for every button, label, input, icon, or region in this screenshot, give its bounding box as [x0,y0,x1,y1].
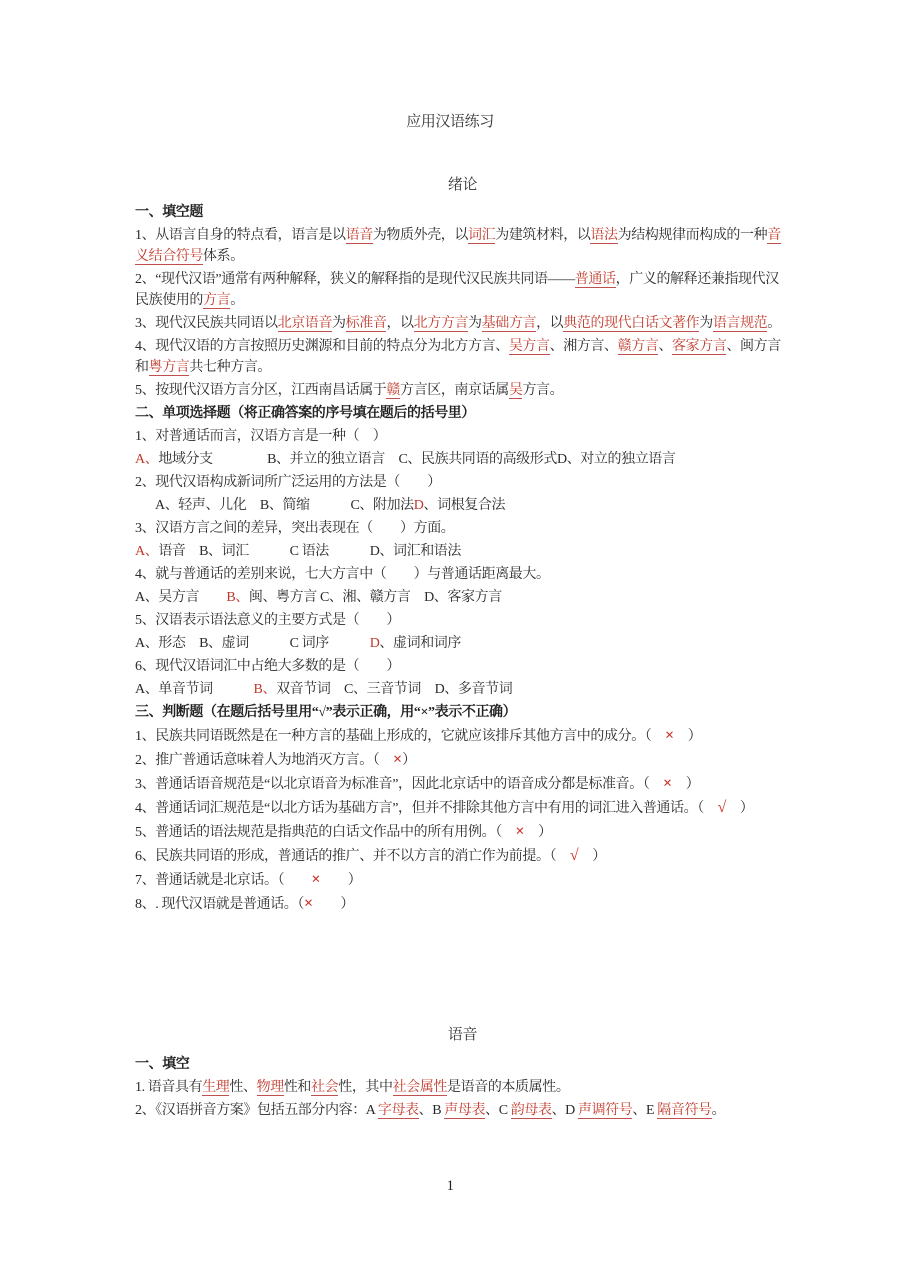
question-line [135,336,790,378]
option-line [135,495,790,516]
answer-blank: 典范的现代白话文著作 [563,316,700,331]
text-segment: 性和 [283,1080,312,1095]
answer-blank: 赣方言 [617,339,659,354]
text-segment: 地域分支 B、并立的独立语言 C、民族共同语的高级形式D、对立的独立语言 [158,452,676,467]
option-line [135,679,790,700]
question-line [135,426,790,447]
document-title: 应用汉语练习 [406,114,494,130]
text-segment: 、 [658,339,673,354]
judgment-mark: × [311,871,321,888]
question-line [135,821,790,843]
question-line [135,380,790,401]
document-body [135,173,790,1121]
question-line [135,845,790,867]
text-segment: 1、民族共同语既然是在一种方言的基础上形成的，它就应该排斥其他方言中的成分。（ [135,729,665,744]
text-segment: 7、普通话就是北京话。（ [135,873,312,888]
text-segment: 性，其中 [338,1080,393,1095]
answer-blank: 声母表 [444,1103,486,1118]
text-segment: ） [313,897,354,912]
text-segment: ） [578,849,606,864]
text-segment: 4、普通话词汇规范是“以北方话为基础方言”，但并不排除其他方言中有用的词汇进入普通话。（ [135,801,718,816]
text-segment: 3、汉语方言之间的差异，突出表现在（ ）方面。 [135,521,455,536]
section-heading-introduction: 绪论 [447,177,478,193]
text-segment: 、词根复合法 [423,498,506,513]
text-segment: 是语音的本质属性。 [447,1080,570,1095]
text-segment: 。 [711,1103,726,1118]
section-phonetics [135,1023,790,1121]
answer-blank: 普通话 [574,272,616,287]
answer-blank: 音义结合符号 [135,228,781,264]
text-segment: 3、普通话语音规范是“以北京语音为标准音”，因此北京话中的语音成分都是标准音。（ [135,777,664,792]
text-segment: ） [402,753,416,768]
text-segment: 8、. 现代汉语就是普通话。（ [135,897,304,912]
text-segment: 6、民族共同语的形成，普通话的推广、并不以方言的消亡作为前提。（ [135,849,570,864]
text-segment: 1. 语音具有 [135,1080,203,1095]
judgment-mark: × [665,727,675,744]
text-segment: 2、《汉语拼音方案》包括五部分内容：A [135,1103,378,1118]
text-segment: 4、就与普通话的差别来说，七大方言中（ ）与普通话距离最大。 [135,567,550,582]
answer-blank: 赣 [386,383,401,398]
answer-blank: 生理 [202,1080,230,1095]
answer-blank: 北方方言 [413,316,469,331]
question-line [135,797,790,819]
text-segment: 1、对普通话而言，汉语方言是一种（ ） [135,429,387,444]
judgment-mark: √ [717,799,727,816]
text-segment: ，以 [536,316,564,331]
section-subheading [135,1054,790,1075]
judgment-mark: √ [569,847,579,864]
text-segment: 为物质外壳，以 [372,228,469,243]
text-segment: 语音 B、词汇 C 语法 D、词汇和语法 [158,544,461,559]
answer-blank: 物理 [256,1080,284,1095]
section-heading-phonetics: 语音 [447,1027,478,1043]
answer-blank: 声调符号 [577,1103,633,1118]
text-segment: ） [320,873,362,888]
answer-letter: A、 [135,452,159,467]
text-segment: 、C [485,1103,511,1118]
question-line [135,656,790,677]
option-line [135,449,790,470]
judgment-mark: × [304,895,314,912]
text-segment: ） [524,825,552,840]
text-segment: 闽、粤方言 C、湘、赣方言 D、客家方言 [248,590,502,605]
answer-blank: 隔音符号 [657,1103,712,1118]
judgment-mark: × [663,775,673,792]
question-line [135,564,790,585]
section-subheading [135,403,790,424]
text-segment: 1、从语言自身的特点看，语言是以 [135,228,346,243]
answer-blank: 吴 [508,383,523,398]
text-segment: 为 [332,316,346,331]
answer-blank: 语言规范 [712,316,768,331]
page-number: 1 [446,1178,454,1194]
question-line [135,610,790,631]
text-segment: 共七种方言。 [189,360,272,375]
text-segment: A、吴方言 [135,590,227,605]
answer-blank: 客家方言 [672,339,727,354]
text-segment: 。 [230,293,244,308]
text-segment: ，广义的解释还兼指现代汉民族使用的 [135,272,779,308]
text-segment: 为 [699,316,713,331]
text-segment: 5、汉语表示语法意义的主要方式是（ ） [135,613,400,628]
text-segment: 三、判断题（在题后括号里用“√”表示正确，用“×”表示不正确） [135,705,517,720]
text-segment: A、单音节词 [135,682,254,697]
section-introduction [135,173,790,915]
answer-blank: 社会 [311,1080,339,1095]
question-line [135,869,790,891]
answer-blank: 北京语音 [277,316,333,331]
text-segment: ，以 [386,316,414,331]
question-line [135,773,790,795]
text-segment: 、D [551,1103,578,1118]
text-segment: 、闽方言和 [135,339,781,375]
answer-letter: D [413,498,424,513]
answer-blank: 词汇 [468,228,496,243]
text-segment: A、形态 B、虚词 C 词序 [135,636,370,651]
answer-blank: 语音 [345,228,373,243]
option-line [135,541,790,562]
answer-blank: 基础方言 [481,316,537,331]
answer-letter: D [369,636,380,651]
question-line [135,725,790,747]
question-line [135,1100,790,1121]
question-line [135,1077,790,1098]
answer-letter: B、 [253,682,277,697]
text-segment: 、B [418,1103,445,1118]
text-segment: 、E [632,1103,658,1118]
answer-letter: A、 [135,544,159,559]
text-segment: ） [674,729,702,744]
answer-blank: 标准音 [345,316,387,331]
judgment-mark: × [515,823,525,840]
text-segment: 方言。 [522,383,564,398]
section-blocks-phonetics [135,1054,790,1121]
text-segment: 2、“现代汉语”通常有两种解释，狭义的解释指的是现代汉民族共同语—— [135,272,575,287]
text-segment: 、虚词和词序 [379,636,462,651]
text-segment: 4、现代汉语的方言按照历史渊源和目前的特点分为北方方言、 [135,339,509,354]
text-segment: 2、现代汉语构成新词所广泛运用的方法是（ ） [135,475,441,490]
text-segment: 为 [468,316,482,331]
answer-letter: B、 [226,590,249,605]
answer-blank: 粤方言 [148,360,190,375]
text-segment: A、轻声、儿化 B、简缩 C、附加法 [155,498,414,513]
text-segment: 5、普通话的语法规范是指典范的白话文作品中的所有用例。（ [135,825,516,840]
text-segment: 5、按现代汉语方言分区，江西南昌话属于 [135,383,387,398]
section-subheading [135,202,790,223]
text-segment: 一、填空 [135,1057,190,1072]
text-segment: 6、现代汉语词汇中占绝大多数的是（ ） [135,659,400,674]
text-segment: ） [726,801,754,816]
option-line [135,587,790,608]
text-segment: 二、单项选择题（将正确答案的序号填在题后的括号里） [135,406,475,421]
text-segment: 3、现代汉民族共同语以 [135,316,278,331]
question-line [135,269,790,311]
text-segment: 体系。 [203,249,244,264]
text-segment: 。 [767,316,781,331]
text-segment: 为结构规律而构成的一种 [617,228,768,243]
option-line [135,633,790,654]
question-line [135,225,790,267]
text-segment: 一、填空题 [135,205,203,220]
text-segment: 、湘方言、 [549,339,618,354]
text-segment: 为建筑材料，以 [495,228,591,243]
question-line [135,518,790,539]
question-line [135,893,790,915]
text-segment: 双音节词 C、三音节词 D、多音节词 [276,682,513,697]
section-blocks-introduction [135,202,790,915]
answer-blank: 字母表 [377,1103,419,1118]
question-line [135,313,790,334]
answer-blank: 语法 [590,228,618,243]
section-subheading [135,702,790,723]
answer-blank: 吴方言 [508,339,550,354]
text-segment: 性、 [229,1080,257,1095]
question-line [135,472,790,493]
answer-blank: 韵母表 [510,1103,552,1118]
text-segment: ） [672,777,700,792]
question-line [135,749,790,771]
text-segment: 2、推广普通话意味着人为地消灭方言。（ [135,753,393,768]
judgment-mark: × [393,751,403,768]
text-segment: 方言区，南京话属 [400,383,509,398]
answer-blank: 社会属性 [392,1080,448,1095]
answer-blank: 方言 [203,293,231,308]
